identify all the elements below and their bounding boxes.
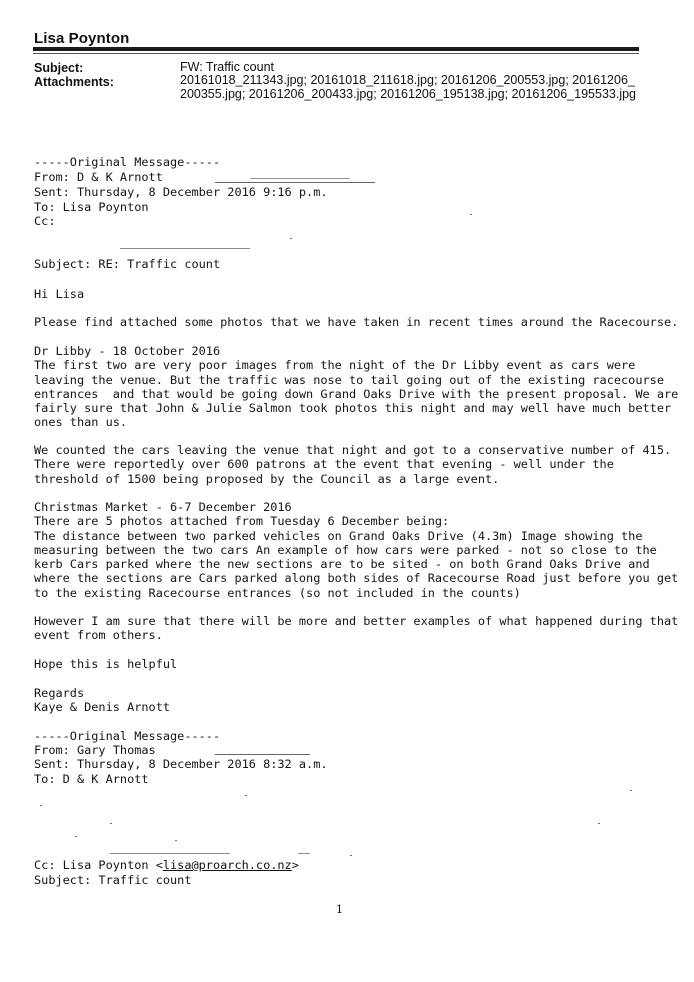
message1-separator: -----Original Message-----	[34, 155, 221, 169]
cc-suffix: >	[291, 858, 299, 872]
paragraph-line: Dr Libby - 18 October 2016	[34, 344, 221, 358]
paragraph-line: to the existing Racecourse entrances (so not included in the counts)	[34, 585, 521, 600]
message1-cc: Cc:	[34, 214, 56, 228]
attachments-label: Attachments:	[34, 75, 114, 89]
message2-cc	[34, 858, 299, 872]
paragraph-line: entrances and that would be going down Grand Oaks Drive with the present proposal. We are	[34, 386, 679, 401]
paragraph-line: The distance between two parked vehicles on Grand Oaks Drive (4.3m) Image showing the	[34, 528, 643, 543]
regards: Regards	[34, 686, 85, 700]
message1-subject: Subject: RE: Traffic count	[34, 257, 221, 271]
attachments-line: 20161018_211343.jpg; 20161018_211618.jpg; 20161206_200553.jpg; 20161206_	[180, 73, 635, 87]
cc-prefix: Cc: Lisa Poynton <	[34, 858, 163, 872]
paragraph-line: We counted the cars leaving the venue that night and got to a conservative number of 415.	[34, 443, 672, 457]
paragraph-line: There are 5 photos attached from Tuesday 6 December being:	[34, 514, 450, 529]
scan-speck	[245, 795, 247, 796]
header-rule-thin	[33, 53, 639, 54]
header-rule	[33, 47, 639, 51]
scan-speck	[598, 823, 600, 824]
paragraph-line: However I am sure that there will be more and better examples of what happened during that	[34, 614, 679, 628]
scan-speck	[630, 790, 632, 791]
signature: Kaye & Denis Arnott	[34, 700, 171, 714]
message1-to: To: Lisa Poynton	[34, 200, 149, 214]
intro-paragraph: Please find attached some photos that we have taken in recent times around the Racecourse.	[34, 315, 679, 329]
page-number: 1	[336, 903, 343, 916]
paragraph-line: The first two are very poor images from the night of the Dr Libby event as cars were	[34, 358, 636, 373]
subject-label: Subject:	[34, 61, 84, 75]
redaction-line	[110, 853, 230, 854]
message2-to: To: D & K Arnott	[34, 772, 149, 786]
paragraph-line: kerb Cars parked where the new sections are to be sited - on both Grand Oaks Drive and	[34, 557, 650, 572]
message2-from: From: Gary Thomas	[34, 743, 156, 757]
libby-paragraph	[34, 344, 678, 430]
message2-separator: -----Original Message-----	[34, 729, 221, 743]
message2-subject: Subject: Traffic count	[34, 873, 192, 887]
redaction-line	[298, 853, 310, 854]
scan-speck	[175, 840, 177, 841]
market-paragraph	[34, 500, 678, 600]
paragraph-line: ones than us.	[34, 415, 128, 430]
paragraph-line: fairly sure that John & Julie Salmon took photos this night and may well have much better	[34, 401, 672, 416]
count-paragraph	[34, 443, 671, 486]
redaction-line	[250, 178, 350, 179]
redaction-line	[120, 248, 250, 249]
paragraph-line: Christmas Market - 6-7 December 2016	[34, 500, 292, 514]
scan-speck	[350, 855, 352, 856]
scan-speck	[40, 805, 42, 806]
message2-sent: Sent: Thursday, 8 December 2016 8:32 a.m.	[34, 757, 328, 771]
however-paragraph	[34, 614, 678, 643]
scan-speck	[470, 214, 472, 215]
message1-sent: Sent: Thursday, 8 December 2016 9:16 p.m.	[34, 185, 328, 199]
subject-value: FW: Traffic count	[180, 60, 275, 74]
cc-email-link[interactable]: lisa@proarch.co.nz	[162, 858, 292, 872]
paragraph-line: event from others.	[34, 628, 163, 643]
attachments-line: 200355.jpg; 20161206_200433.jpg; 20161206_195138.jpg; 20161206_195533.jpg	[180, 86, 636, 101]
paragraph-line: There were reportedly over 600 patrons at the event that evening - well under the	[34, 457, 614, 472]
attachments-list	[180, 73, 636, 101]
scan-speck	[290, 238, 292, 239]
paragraph-line: measuring between the two cars An example of how cars were parked - not so close to the	[34, 542, 657, 557]
message1-from: From: D & K Arnott	[34, 170, 163, 184]
paragraph-line: where the sections are Cars parked along both sides of Racecourse Road just before you get	[34, 571, 679, 586]
redaction-line	[215, 182, 375, 183]
redaction-line	[215, 754, 310, 755]
greeting: Hi Lisa	[34, 287, 85, 301]
paragraph-line: threshold of 1500 being proposed by the Council as a large event.	[34, 471, 500, 486]
sender-name: Lisa Poynton	[34, 30, 130, 47]
paragraph-line: leaving the venue. But the traffic was nose to tail going out of the existing racecourse	[34, 372, 664, 387]
scan-speck	[75, 836, 77, 837]
scan-speck	[110, 823, 112, 824]
closing-line: Hope this is helpful	[34, 657, 178, 671]
